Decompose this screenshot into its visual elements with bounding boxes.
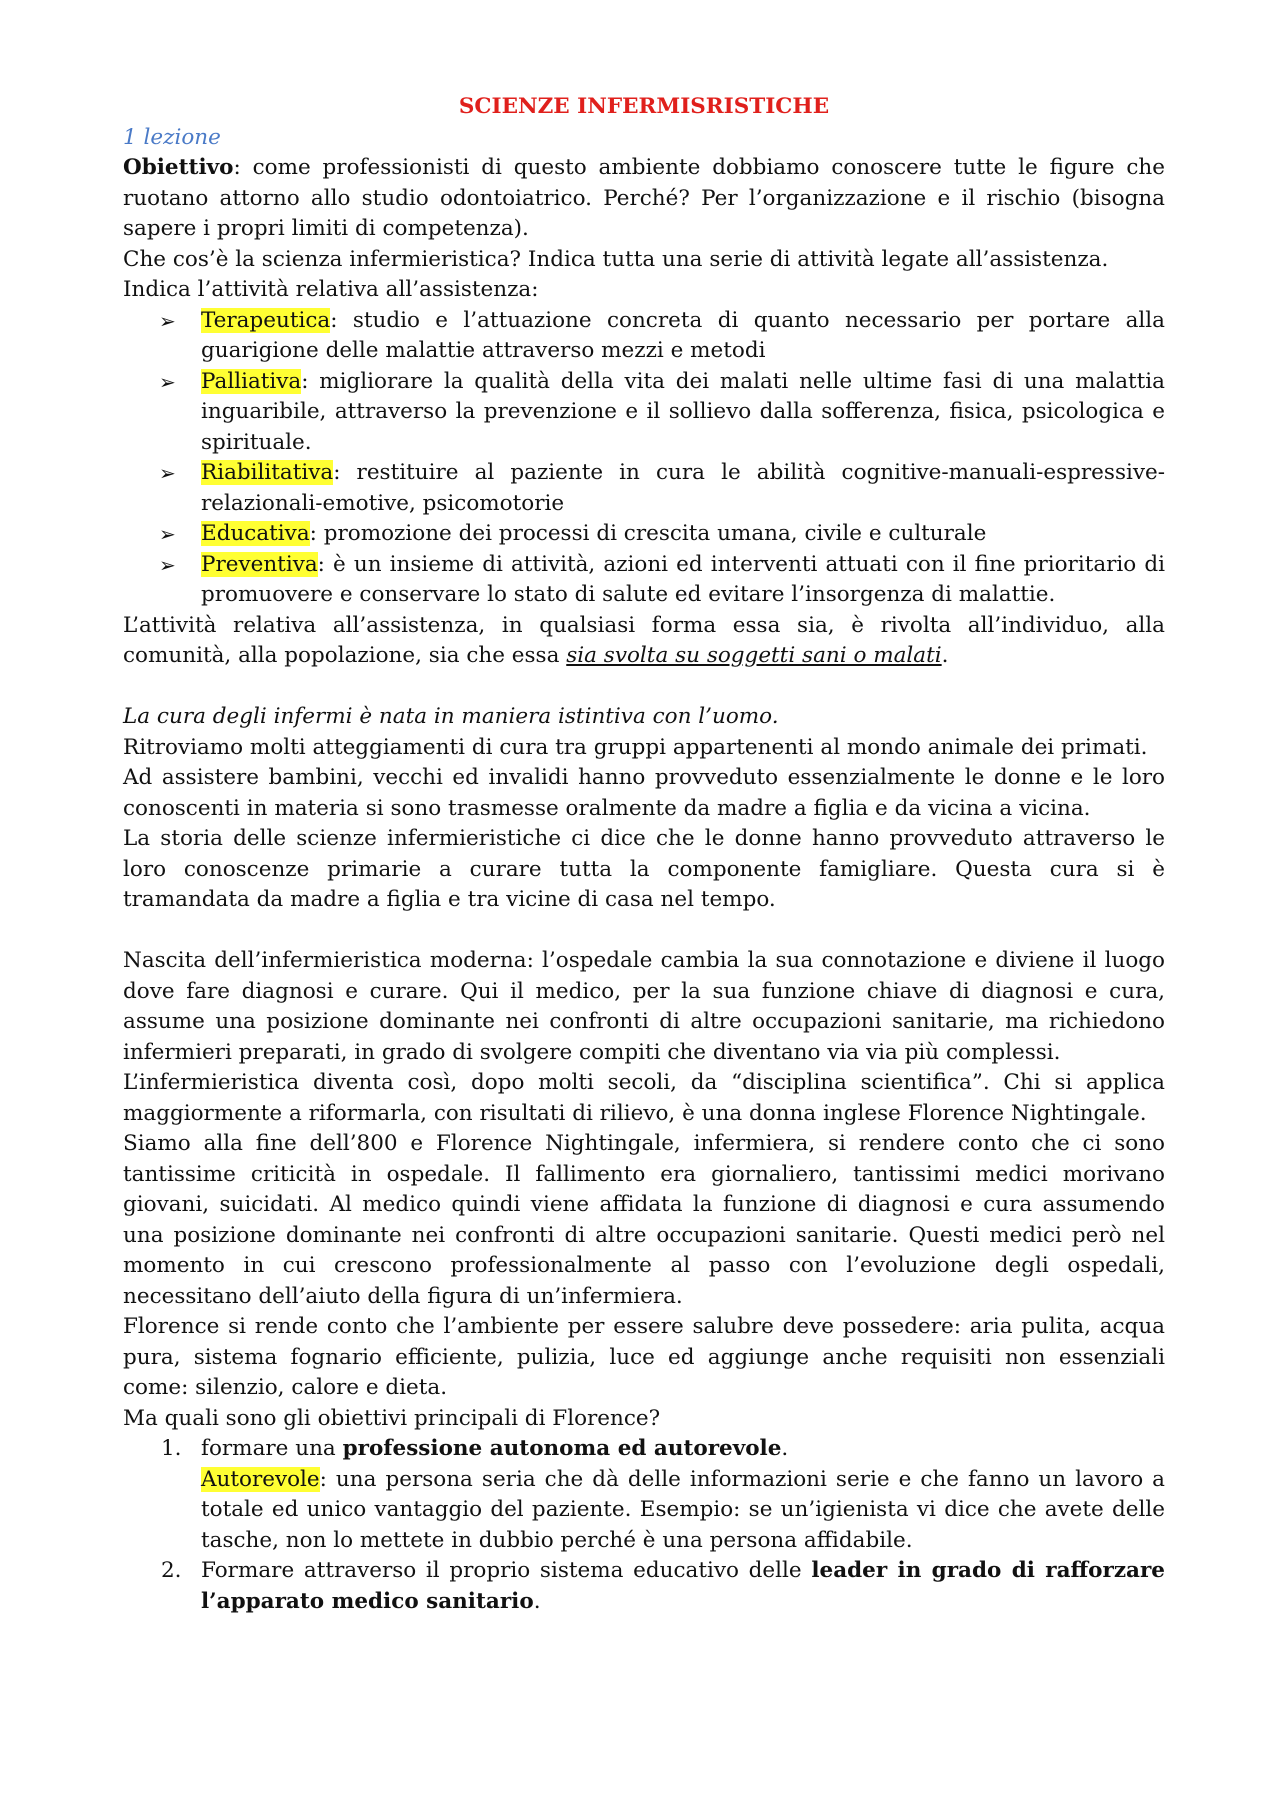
objectives-list xyxy=(123,1434,1165,1617)
assistance-end: . xyxy=(941,643,949,668)
activity-term: Palliativa xyxy=(201,368,302,394)
objective-pre: formare una xyxy=(201,1436,343,1461)
list-number: 2. xyxy=(161,1558,182,1583)
arrow-bullet-icon: ➢ xyxy=(159,522,176,546)
modern-paragraph-1: Nascita dell’infermieristica moderna: l’ospedale cambia la sua connotazione e diviene il luogo dove fare diagnosi e curare. Qui il medico, per la sua funzione chiave di diagnosi e cura, assume una posizione dominante nei confronti di altre occupazioni sanitarie, ma richiedono infermieri preparati, in grado di svolgere compiti che diventano via via più complessi. xyxy=(123,948,1165,1065)
modern-paragraph-3: Siamo alla fine dell’800 e Florence Nightingale, infermiera, si rendere conto che ci sono tantissime criticità in ospedale. Il fallimento era giornaliero, tantissimi medici morivano giovani, suicidati. Al medico quindi viene affidata la funzione di diagnosi e cura assumendo una posizione dominante nei confronti di altre occupazioni sanitarie. Questi medici però nel momento in cui crescono professionalmente al passo con l’evoluzione degli ospedali, necessitano dell’aiuto della figura di un’infermiera. xyxy=(123,1131,1165,1309)
assistance-emphasis: sia svolta su soggetti sani o malati xyxy=(566,643,942,668)
list-item xyxy=(123,550,1165,611)
modern-paragraph-2: L’infermieristica diventa così, dopo molti secoli, da “disciplina scientifica”. Chi si applica maggiormente a riformarla, con risultati di rilievo, è una donna inglese Florence Nightingale. xyxy=(123,1070,1165,1126)
modern-question: Ma quali sono gli obiettivi principali di Florence? xyxy=(123,1405,661,1431)
history-paragraph-3: La storia delle scienze infermieristiche ci dice che le donne hanno provveduto attraverso le loro conoscenze primarie a curare tutta la componente famigliare. Questa cura si è tramandata da madre a figlia e tra vicine di casa nel tempo. xyxy=(123,826,1165,912)
modern-paragraph-4: Florence si rende conto che l’ambiente per essere salubre deve possedere: aria pulita, acqua pura, sistema fognario efficiente, pulizia, luce ed aggiunge anche requisiti non essenziali come: silenzio, calore e dieta. xyxy=(123,1314,1165,1400)
assistance-paragraph xyxy=(123,611,1165,672)
activity-list xyxy=(123,306,1165,611)
list-item xyxy=(123,367,1165,459)
assistance-text: L’attività relativa all’assistenza, in qualsiasi forma essa sia, è rivolta all’individuo, alla comunità, alla popolazione, sia che essa xyxy=(123,612,1165,668)
history-paragraph-1: Ritroviamo molti atteggiamenti di cura tra gruppi appartenenti al mondo animale dei primati. xyxy=(123,734,1148,760)
objective-sub-text: : una persona seria che dà delle informazioni serie e che fanno un lavoro a totale ed unico vantaggio del paziente. Esempio: se un’igienista vi dice che avete delle tasche, non lo mettete in dubbio perché è una persona affidabile. xyxy=(201,1466,1165,1553)
activity-text: : restituire al paziente in cura le abilità cognitive-manuali-espressive-relazionali-emotive, psicomotorie xyxy=(201,460,1165,516)
activity-term: Terapeutica xyxy=(201,307,331,333)
activity-term: Riabilitativa xyxy=(201,460,334,485)
spacer xyxy=(123,916,1165,947)
list-item xyxy=(123,1434,1165,1556)
arrow-bullet-icon: ➢ xyxy=(159,308,176,333)
history-paragraph-2: Ad assistere bambini, vecchi ed invalidi hanno provveduto essenzialmente le donne e le loro conoscenti in materia si sono trasmesse oralmente da madre a figlia e da vicina a vicina. xyxy=(123,765,1165,821)
activity-text: : è un insieme di attività, azioni ed interventi attuati con il fine prioritario di promuovere e conservare lo stato di salute ed evitare l’insorgenza di malattie. xyxy=(201,551,1165,607)
activity-text: : promozione dei processi di crescita umana, civile e culturale xyxy=(309,521,987,546)
activity-text: : studio e l’attuazione concreta di quanto necessario per portare alla guarigione delle malattie attraverso mezzi e metodi xyxy=(201,307,1165,363)
list-item xyxy=(123,1556,1165,1617)
arrow-bullet-icon: ➢ xyxy=(159,461,176,485)
activity-term: Preventiva xyxy=(201,551,318,577)
objective-paragraph xyxy=(123,153,1165,245)
objective-bold: leader in grado di rafforzare l’apparato medico sanitario xyxy=(201,1558,1165,1614)
list-item xyxy=(123,519,1165,550)
list-number: 1. xyxy=(161,1436,182,1461)
activity-term: Educativa xyxy=(201,521,310,546)
objective-post: . xyxy=(781,1436,789,1461)
definition-line: Che cos’è la scienza infermieristica? Indica tutta una serie di attività legate all’assistenza. xyxy=(123,246,1109,272)
list-item xyxy=(123,458,1165,519)
document-title: SCIENZE INFERMISRISTICHE xyxy=(458,94,830,119)
arrow-bullet-icon: ➢ xyxy=(159,552,176,577)
activity-text: : migliorare la qualità della vita dei malati nelle ultime fasi di una malattia inguaribile, attraverso la prevenzione e il sollievo dalla sofferenza, fisica, psicologica e spirituale. xyxy=(201,368,1165,455)
objective-post: . xyxy=(533,1588,541,1614)
objective-text: : come professionisti di questo ambiente dobbiamo conoscere tutte le figure che ruotano attorno allo studio odontoiatrico. Perché? Per l’organizzazione e il rischio (bisogna sapere i propri limiti di competenza). xyxy=(123,155,1165,241)
spacer xyxy=(123,672,1165,703)
lesson-heading: 1 lezione xyxy=(123,124,221,150)
arrow-bullet-icon: ➢ xyxy=(159,369,176,394)
objective-sub-term: Autorevole xyxy=(201,1466,320,1492)
activity-intro-line: Indica l’attività relativa all’assistenza: xyxy=(123,277,539,302)
history-heading: La cura degli infermi è nata in maniera istintiva con l’uomo. xyxy=(123,704,779,729)
list-item xyxy=(123,306,1165,367)
objective-bold: professione autonoma ed autorevole xyxy=(342,1436,782,1461)
objective-pre: Formare attraverso il proprio sistema educativo delle xyxy=(201,1558,812,1583)
objective-label: Obiettivo xyxy=(123,155,234,180)
